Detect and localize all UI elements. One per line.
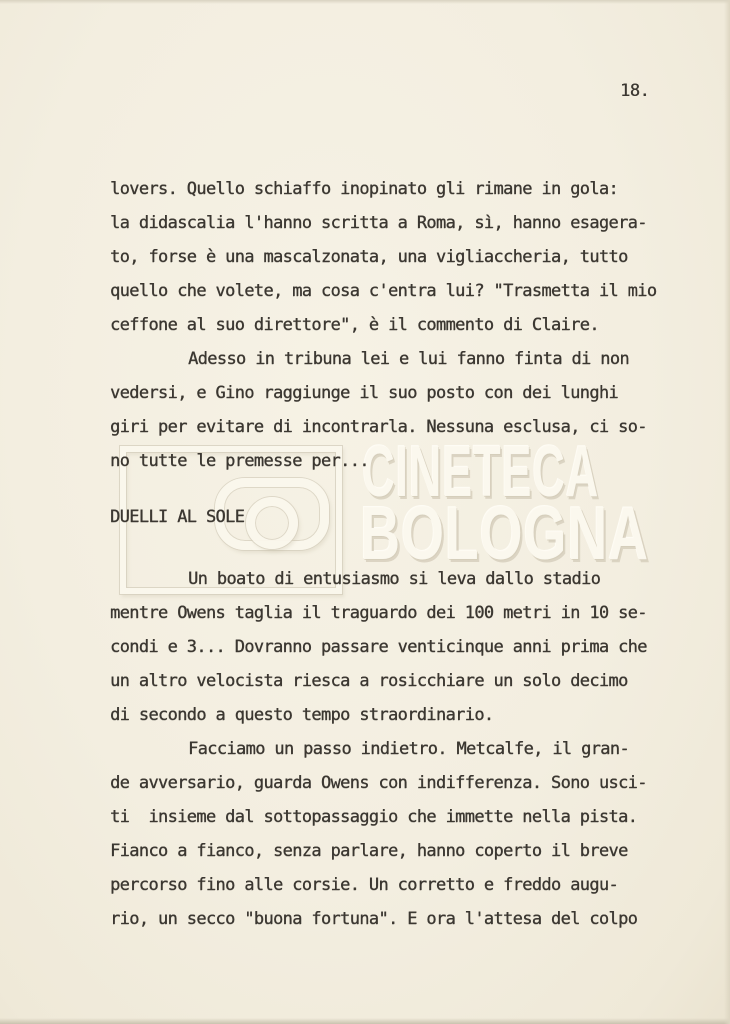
text-line: to, forse è una mascalzonata, una vigliaccheria, tutto — [110, 247, 628, 267]
watermark-text-line1: CINETECA — [362, 432, 599, 512]
text-line: rio, un secco "buona fortuna". E ora l'attesa del colpo — [110, 909, 638, 929]
text-line: Fianco a fianco, senza parlare, hanno coperto il breve — [110, 841, 628, 861]
text-line: lovers. Quello schiaffo inopinato gli rimane in gola: — [110, 179, 618, 199]
text-line: quello che volete, ma cosa c'entra lui? "Trasmetta il mio — [110, 281, 657, 301]
text-line: Adesso in tribuna lei e lui fanno finta di non — [188, 349, 629, 369]
text-line: ti insieme dal sottopassaggio che immette nella pista. — [110, 807, 638, 827]
watermark-text-line2: BOLOGNA — [360, 491, 649, 575]
text-line: Facciamo un passo indietro. Metcalfe, il gran- — [188, 739, 629, 759]
text-line: giri per evitare di incontrarla. Nessuna esclusa, ci so- — [110, 417, 647, 437]
text-line: un altro velocista riesca a rosicchiare un solo decimo — [110, 671, 628, 691]
text-line: di secondo a questo tempo straordinario. — [110, 705, 494, 725]
text-line: ceffone al suo direttore", è il commento di Claire. — [110, 315, 599, 335]
text-line: no tutte le premesse per... — [110, 451, 369, 471]
text-line: condi e 3... Dovranno passare venticinque anni prima che — [110, 637, 647, 657]
text-line: percorso fino alle corsie. Un corretto e freddo augu- — [110, 875, 618, 895]
typewritten-body — [110, 172, 670, 936]
text-line: mentre Owens taglia il traguardo dei 100 metri in 10 se- — [110, 603, 647, 623]
text-line: de avversario, guarda Owens con indifferenza. Sono usci- — [110, 773, 647, 793]
page-number: 18. — [620, 81, 650, 101]
text-line: Un boato di entusiasmo si leva dallo stadio — [188, 569, 601, 589]
text-line: vedersi, e Gino raggiunge il suo posto con dei lunghi — [110, 383, 618, 403]
chapter-heading: DUELLI AL SOLE — [110, 507, 245, 527]
text-line: la didascalia l'hanno scritta a Roma, sì, hanno esagera- — [110, 213, 647, 233]
